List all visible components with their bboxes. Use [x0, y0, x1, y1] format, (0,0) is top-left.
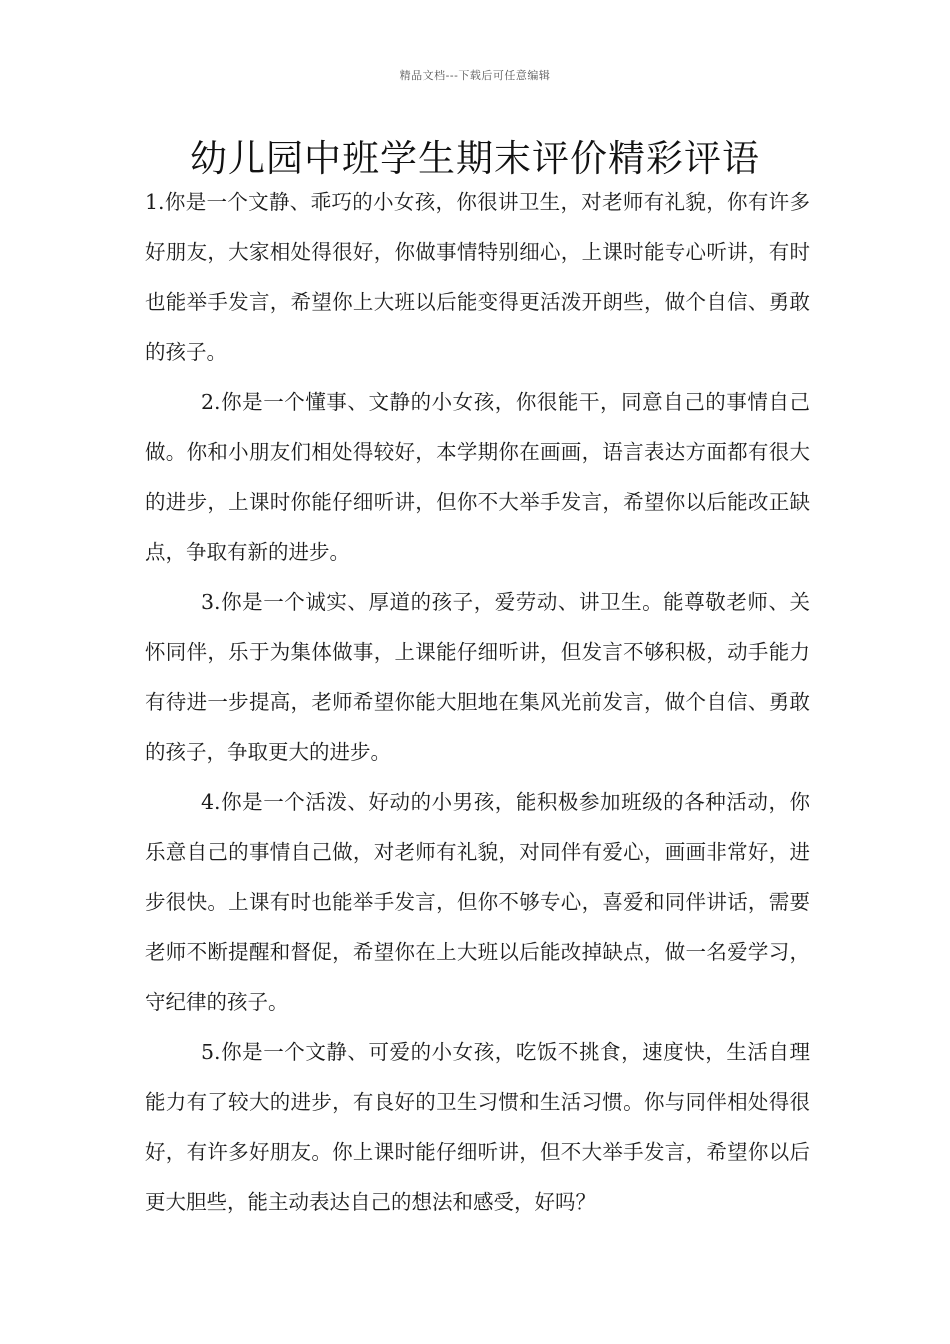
paragraph-5: 5.你是一个文静、可爱的小女孩，吃饭不挑食，速度快，生活自理能力有了较大的进步，有良好的卫生习惯和生活习惯。你与同伴相处得很好，有许多好朋友。你上课时能仔细听讲，但不大举手发言，希望你以后更大胆些，能主动表达自己的想法和感受，好吗？: [145, 1040, 810, 1214]
paragraph-3: 3.你是一个诚实、厚道的孩子，爱劳动、讲卫生。能尊敬老师、关怀同伴，乐于为集体做事，上课能仔细听讲，但发言不够积极，动手能力有待进一步提高，老师希望你能大胆地在集风光前发言，做个自信、勇敢的孩子，争取更大的进步。: [145, 590, 810, 764]
paragraph-4: 4.你是一个活泼、好动的小男孩，能积极参加班级的各种活动，你乐意自己的事情自己做，对老师有礼貌，对同伴有爱心，画画非常好，进步很快。上课有时也能举手发言，但你不够专心，喜爱和同伴讲话，需要老师不断提醒和督促，希望你在上大班以后能改掉缺点，做一名爱学习，守纪律的孩子。: [145, 790, 810, 1014]
header-note: 精品文档---下载后可任意编辑: [399, 69, 551, 82]
paragraph-2: 2.你是一个懂事、文静的小女孩，你很能干，同意自己的事情自己做。你和小朋友们相处得较好，本学期你在画画，语言表达方面都有很大的进步，上课时你能仔细听讲，但你不大举手发言，希望你以后能改正缺点，争取有新的进步。: [145, 390, 810, 564]
paragraph-1: 1.你是一个文静、乖巧的小女孩，你很讲卫生，对老师有礼貌，你有许多好朋友，大家相处得很好，你做事情特别细心，上课时能专心听讲，有时也能举手发言，希望你上大班以后能变得更活泼开朗些，做个自信、勇敢的孩子。: [145, 190, 810, 364]
document-body: [145, 177, 810, 1227]
document-title: 幼儿园中班学生期末评价精彩评语: [190, 137, 760, 180]
